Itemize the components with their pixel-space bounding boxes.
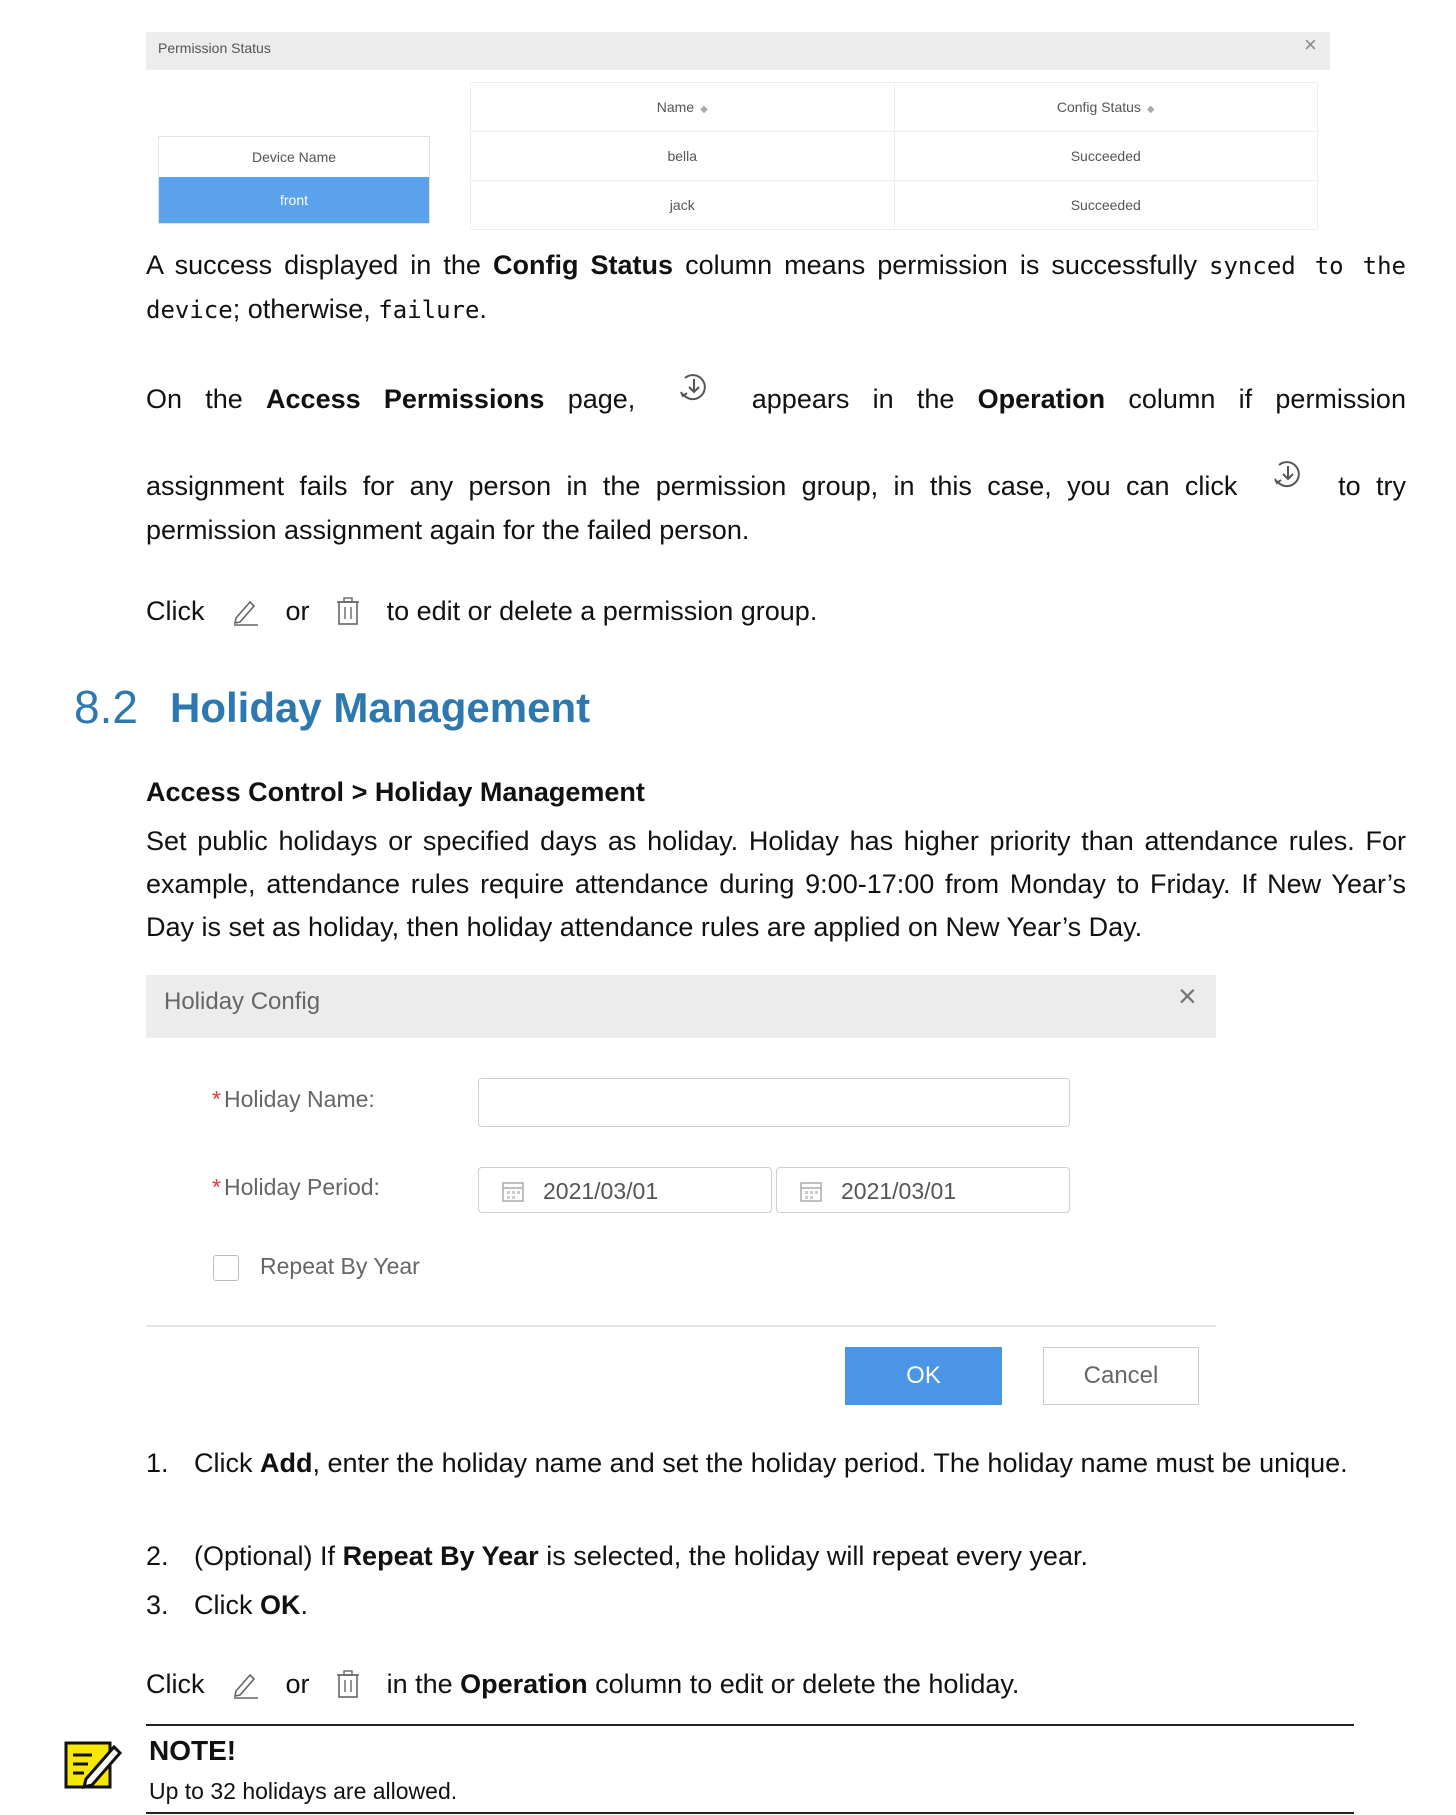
ok-button[interactable]: OK [845,1347,1002,1405]
section-title: Holiday Management [170,684,591,731]
device-row[interactable]: front [159,177,429,223]
edit-delete-group-paragraph: Click or to edit or delete a permission group. [146,590,1406,639]
step-number: 3. [146,1590,169,1620]
retry-paragraph-line3: permission assignment again for the failed person. [146,515,750,545]
cell-status: Succeeded [894,132,1318,181]
navigation-path: Access Control > Holiday Management [146,777,645,807]
device-table-header: Device Name [251,149,337,165]
step-number: 1. [146,1448,169,1478]
step-text: (Optional) If Repeat By Year is selected, the holiday will repeat every year. [194,1541,1088,1571]
note-icon [64,1737,122,1796]
config-status-paragraph: A success displayed in the Config Status column means permission is successfully synced to the device; otherwise, failure. [146,250,1406,324]
retry-icon [1271,457,1305,504]
close-icon[interactable]: × [1178,978,1197,1014]
start-date-value: 2021/03/01 [543,1178,659,1204]
edit-delete-holiday-paragraph: Click or in the Operation column to edit or delete the holiday. [146,1663,1406,1712]
delete-icon [335,596,361,639]
edit-icon [230,1669,260,1712]
retry-icon [677,370,711,417]
repeat-by-year-label: Repeat By Year [260,1253,420,1279]
edit-icon [230,596,260,639]
permission-status-title: Permission Status [158,40,271,56]
note-text: Up to 32 holidays are allowed. [149,1778,458,1804]
permission-status-header [146,32,1330,70]
cell-name: bella [471,132,895,181]
section-number: 8.2 [74,681,138,733]
sort-icon[interactable]: ◆ [700,104,708,115]
note-top-rule [146,1724,1354,1726]
step-number: 2. [146,1541,169,1571]
end-date-input[interactable] [776,1167,1070,1213]
table-row [471,132,1318,181]
column-header-name[interactable]: Name ◆ [471,83,895,132]
dialog-divider [146,1325,1216,1327]
retry-paragraph-line2: assignment fails for any person in the permission group, in this case, you can click to try [146,457,1406,508]
cancel-button[interactable]: Cancel [1043,1347,1199,1405]
column-header-config-status[interactable]: Config Status ◆ [894,83,1318,132]
calendar-icon [799,1172,823,1218]
calendar-icon [501,1172,525,1218]
holiday-name-input[interactable] [478,1078,1070,1127]
end-date-value: 2021/03/01 [841,1178,957,1204]
note-title: NOTE! [149,1735,237,1766]
start-date-input[interactable] [478,1167,772,1213]
note-bottom-rule [146,1812,1354,1814]
step-text: Click Add, enter the holiday name and set the holiday period. The holiday name must be unique. [194,1448,1348,1478]
holiday-config-title: Holiday Config [164,988,321,1015]
close-icon[interactable]: × [1304,32,1317,57]
step-text: Click OK. [194,1590,309,1620]
holiday-period-label: * Holiday Period: [212,1174,380,1200]
retry-paragraph-line1: On the Access Permissions page, appears in the Operation column if permission [146,370,1406,421]
sort-icon[interactable]: ◆ [1146,104,1155,115]
repeat-by-year-checkbox[interactable] [213,1255,239,1281]
device-table [158,136,430,224]
delete-icon [335,1669,361,1712]
permission-table [470,82,1318,230]
cell-name: jack [471,181,895,230]
table-row [471,181,1318,230]
holiday-name-label: * Holiday Name: [212,1086,375,1112]
cell-status: Succeeded [894,181,1318,230]
holiday-intro: Set public holidays or specified days as holiday. Holiday has higher priority than attendance rules. For example, attendance rules require attendance during 9:00-17:00 from Monday to Friday. If New Year’s Day is set as holiday, then holiday attendance rules are applied on New Year’s Day. [146,826,1406,942]
